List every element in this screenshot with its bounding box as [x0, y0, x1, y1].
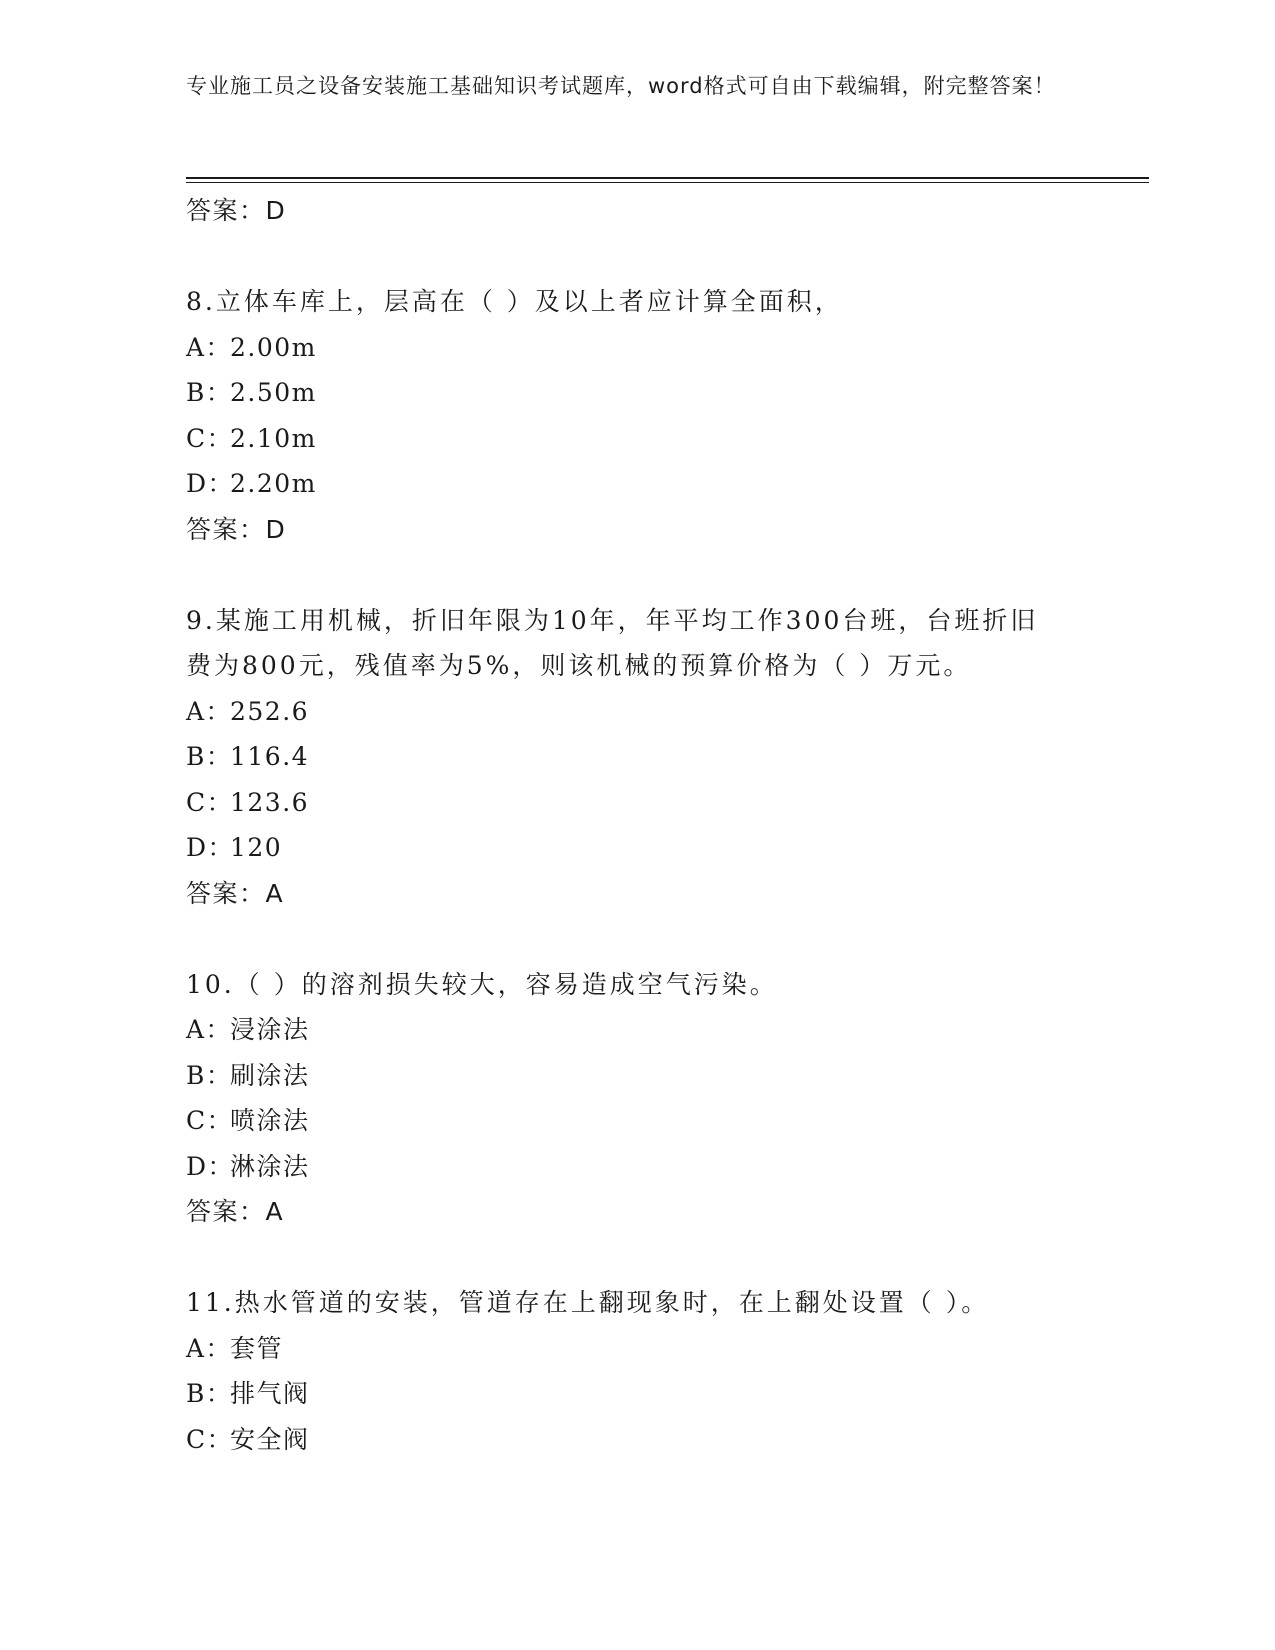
spacer [186, 552, 1086, 598]
answer-line: 答案：D [186, 514, 287, 544]
question-list [186, 188, 1086, 1462]
option-line [186, 1144, 1086, 1190]
option-value: 安全阀 [230, 1424, 310, 1454]
answer-line: 答案：A [186, 878, 285, 908]
option-line [186, 689, 1086, 735]
answer-line: 答案：D [186, 196, 287, 225]
spacer [186, 1235, 1086, 1281]
option-line [186, 1326, 1086, 1372]
header-rule-thin [186, 182, 1149, 183]
option-value: 2.10m [230, 423, 317, 453]
option-line [186, 734, 1086, 780]
option-label: C： [186, 423, 234, 453]
option-label: D： [186, 469, 235, 498]
spacer [186, 234, 1086, 280]
option-line [186, 1417, 1086, 1463]
option-value: 排气阀 [230, 1379, 310, 1408]
option-value: 喷涂法 [230, 1106, 310, 1135]
option-line [186, 370, 1086, 416]
option-value: 淋涂法 [230, 1151, 310, 1181]
option-line [186, 1371, 1086, 1417]
question-text: 11.热水管道的安装，管道存在上翻现象时，在上翻处设置（ ）。 [186, 1288, 990, 1317]
option-value: 套管 [230, 1333, 284, 1363]
option-label: C： [186, 1106, 234, 1135]
option-value: 刷涂法 [230, 1060, 310, 1090]
document-header-title: 专业施工员之设备安装施工基础知识考试题库，word格式可自由下载编辑，附完整答案！ [186, 74, 1056, 98]
option-line [186, 1007, 1086, 1053]
option-line [186, 1053, 1086, 1099]
question-text: 8.立体车库上，层高在（ ）及以上者应计算全面积， [186, 287, 843, 316]
header-rule-thick [186, 177, 1149, 179]
option-value: 2.20m [230, 469, 317, 498]
option-line [186, 780, 1086, 826]
option-label: B： [186, 1060, 233, 1090]
option-value: 2.00m [230, 332, 317, 362]
option-label: B： [186, 378, 233, 407]
option-label: A： [186, 696, 233, 726]
option-value: 123.6 [230, 787, 310, 817]
option-line [186, 825, 1086, 871]
option-label: D： [186, 1151, 235, 1181]
option-value: 浸涂法 [230, 1015, 310, 1044]
option-line [186, 416, 1086, 462]
question-text-line: 9.某施工用机械，折旧年限为10年，年平均工作300台班，台班折旧 [186, 605, 1039, 635]
question-text: 10.（ ）的溶剂损失较大，容易造成空气污染。 [186, 969, 778, 999]
option-line [186, 325, 1086, 371]
option-value: 2.50m [230, 378, 317, 407]
spacer [186, 916, 1086, 962]
option-value: 252.6 [230, 696, 310, 726]
option-line [186, 461, 1086, 507]
option-label: B： [186, 742, 233, 771]
option-label: A： [186, 1015, 233, 1044]
option-value: 120 [230, 833, 283, 862]
option-label: C： [186, 787, 234, 817]
option-label: A： [186, 332, 233, 362]
answer-line: 答案：A [186, 1197, 285, 1226]
option-label: B： [186, 1379, 233, 1408]
option-label: C： [186, 1424, 234, 1454]
option-label: D： [186, 833, 235, 862]
question-text-line: 费为800元，残值率为5%，则该机械的预算价格为（ ）万元。 [186, 651, 972, 680]
option-line [186, 1098, 1086, 1144]
option-label: A： [186, 1333, 233, 1363]
option-value: 116.4 [230, 742, 310, 771]
